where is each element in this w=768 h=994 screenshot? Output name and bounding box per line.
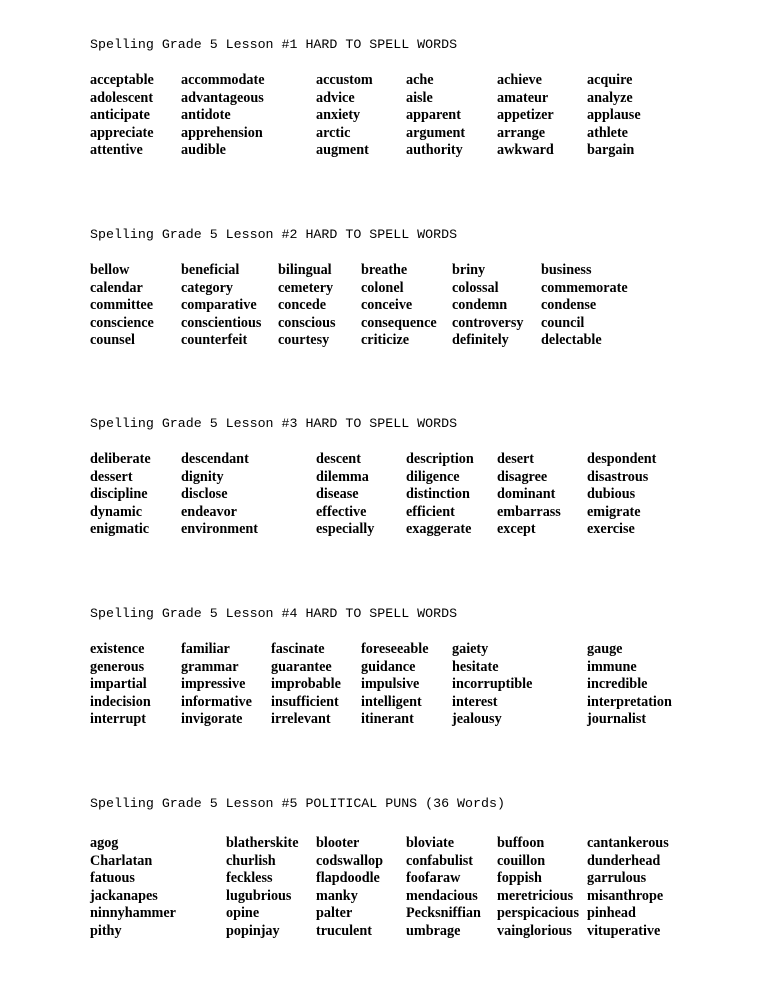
spelling-word: foppish: [497, 870, 542, 887]
spelling-word: immune: [587, 658, 637, 675]
word-column: [181, 72, 265, 160]
spelling-word: achieve: [497, 72, 542, 88]
spelling-word: blooter: [316, 835, 360, 851]
word-column: [406, 451, 474, 539]
spelling-word: Pecksniffian: [406, 905, 481, 922]
spelling-word: anticipate: [90, 107, 150, 124]
spelling-word: disagree: [497, 468, 548, 485]
word-column: [271, 641, 341, 729]
spelling-word: disease: [316, 486, 359, 503]
lesson-title: Spelling Grade 5 Lesson #3 HARD TO SPELL WORDS: [90, 416, 458, 431]
spelling-word: impulsive: [361, 676, 420, 693]
spelling-word: familiar: [181, 641, 230, 657]
word-column: [541, 262, 628, 350]
spelling-word: desert: [497, 451, 535, 467]
word-column: [316, 835, 383, 941]
spelling-word: garrulous: [587, 870, 647, 887]
spelling-word: agog: [90, 835, 119, 851]
spelling-word: exercise: [587, 521, 635, 538]
spelling-word: vainglorious: [497, 922, 572, 939]
spelling-word: indecision: [90, 693, 151, 710]
spelling-word: deliberate: [90, 451, 151, 467]
spelling-word: perspicacious: [497, 905, 579, 922]
spelling-word: environment: [181, 521, 258, 538]
spelling-word: colonel: [361, 279, 404, 296]
word-column: [90, 451, 151, 539]
lesson-title: Spelling Grade 5 Lesson #5 POLITICAL PUNS (36 Words): [90, 796, 505, 811]
spelling-word: jealousy: [452, 711, 502, 728]
spelling-word: analyze: [587, 89, 633, 106]
word-column: [406, 835, 481, 941]
spelling-word: diligence: [406, 468, 460, 485]
spelling-word: descent: [316, 451, 361, 467]
spelling-word: consequence: [361, 314, 437, 331]
spelling-word: insufficient: [271, 693, 339, 710]
spelling-word: awkward: [497, 142, 554, 159]
spelling-word: embarrass: [497, 503, 561, 520]
spelling-word: conscientious: [181, 314, 262, 331]
spelling-word: beneficial: [181, 262, 240, 278]
spelling-word: advice: [316, 89, 355, 106]
spelling-word: generous: [90, 658, 145, 675]
spelling-word: conscience: [90, 314, 154, 331]
spelling-word: interest: [452, 693, 498, 710]
spelling-word: category: [181, 279, 233, 296]
word-column: [181, 451, 258, 539]
spelling-word: committee: [90, 297, 154, 314]
spelling-word: bloviate: [406, 835, 455, 851]
word-column: [90, 72, 154, 160]
spelling-word: endeavor: [181, 503, 237, 520]
spelling-word: argument: [406, 124, 466, 141]
spelling-word: cantankerous: [587, 835, 669, 851]
spelling-word: antidote: [181, 107, 231, 124]
spelling-word: dunderhead: [587, 852, 661, 869]
spelling-word: fatuous: [90, 870, 135, 887]
spelling-word: popinjay: [226, 922, 280, 939]
spelling-word: conscious: [278, 314, 336, 331]
spelling-word: impartial: [90, 676, 147, 693]
word-column: [316, 72, 373, 160]
spelling-word: dignity: [181, 468, 224, 485]
spelling-word: audible: [181, 142, 226, 159]
word-column: [587, 641, 672, 729]
spelling-word: grammar: [181, 658, 239, 675]
spelling-word: flapdoodle: [316, 870, 380, 887]
spelling-word: authority: [406, 142, 463, 159]
spelling-word: foreseeable: [361, 641, 429, 657]
word-column: [361, 262, 437, 350]
spelling-word: itinerant: [361, 711, 414, 728]
word-column: [497, 451, 561, 539]
spelling-word: criticize: [361, 332, 410, 349]
spelling-word: opine: [226, 905, 260, 922]
spelling-word: guidance: [361, 658, 416, 675]
spelling-word: bilingual: [278, 262, 332, 278]
spelling-word: apparent: [406, 107, 461, 124]
spelling-word: journalist: [587, 711, 647, 728]
spelling-word: informative: [181, 693, 252, 710]
spelling-word: dessert: [90, 468, 133, 485]
spelling-word: lugubrious: [226, 887, 292, 904]
spelling-word: definitely: [452, 332, 509, 349]
spelling-word: except: [497, 521, 536, 538]
spelling-word: pinhead: [587, 905, 636, 922]
spelling-word: adolescent: [90, 89, 154, 106]
spelling-word: ninnyhammer: [90, 905, 176, 922]
spelling-word: interpretation: [587, 693, 672, 710]
spelling-word: discipline: [90, 486, 148, 503]
spelling-word: attentive: [90, 142, 143, 159]
word-column: [181, 262, 261, 350]
spelling-word: Charlatan: [90, 852, 153, 869]
spelling-word: apprehension: [181, 124, 263, 141]
spelling-word: disclose: [181, 486, 228, 503]
word-column: [226, 835, 299, 941]
word-column: [587, 451, 656, 539]
spelling-word: delectable: [541, 332, 602, 349]
spelling-word: buffoon: [497, 835, 545, 851]
spelling-word: counterfeit: [181, 332, 248, 349]
spelling-word: guarantee: [271, 658, 332, 675]
word-column: [587, 72, 641, 160]
spelling-word: ache: [406, 72, 434, 88]
spelling-word: dubious: [587, 486, 636, 503]
word-column: [90, 641, 151, 729]
spelling-word: courtesy: [278, 332, 330, 349]
spelling-word: aisle: [406, 89, 433, 106]
word-column: [497, 835, 579, 941]
spelling-word: confabulist: [406, 852, 474, 869]
spelling-word: comparative: [181, 297, 257, 314]
spelling-word: briny: [452, 262, 486, 278]
word-column: [90, 835, 176, 941]
spelling-word: acquire: [587, 72, 633, 88]
spelling-word: conceive: [361, 297, 413, 314]
spelling-word: manky: [316, 887, 358, 904]
spelling-word: especially: [316, 521, 375, 538]
spelling-word: arctic: [316, 124, 351, 141]
spelling-word: improbable: [271, 676, 341, 693]
spelling-word: advantageous: [181, 89, 264, 106]
spelling-word: concede: [278, 297, 327, 314]
spelling-word: arrange: [497, 124, 546, 141]
spelling-word: truculent: [316, 922, 372, 939]
spelling-word: acceptable: [90, 72, 154, 88]
spelling-word: appetizer: [497, 107, 554, 124]
spelling-word: cemetery: [278, 279, 334, 296]
spelling-word: foofaraw: [406, 870, 461, 887]
spelling-word: counsel: [90, 332, 135, 349]
spelling-word: enigmatic: [90, 521, 150, 538]
lesson-title: Spelling Grade 5 Lesson #1 HARD TO SPELL WORDS: [90, 37, 458, 52]
spelling-word: irrelevant: [271, 711, 331, 728]
spelling-word: council: [541, 314, 585, 331]
spelling-word: colossal: [452, 279, 499, 296]
spelling-word: commemorate: [541, 279, 628, 296]
spelling-word: fascinate: [271, 641, 325, 657]
spelling-word: palter: [316, 905, 353, 922]
spelling-word: effective: [316, 503, 367, 520]
spelling-word: disastrous: [587, 468, 649, 485]
word-column: [90, 262, 154, 350]
spelling-word: business: [541, 262, 592, 278]
spelling-word: churlish: [226, 852, 276, 869]
spelling-word: appreciate: [90, 124, 154, 141]
spelling-word: intelligent: [361, 693, 422, 710]
spelling-word: blatherskite: [226, 835, 299, 851]
spelling-word: umbrage: [406, 922, 461, 939]
lesson-title: Spelling Grade 5 Lesson #4 HARD TO SPELL WORDS: [90, 606, 458, 621]
spelling-word: condense: [541, 297, 597, 314]
spelling-word: vituperative: [587, 922, 661, 939]
word-column: [278, 262, 336, 350]
spelling-word: bellow: [90, 262, 130, 278]
spelling-word: gauge: [587, 641, 623, 657]
word-column: [497, 72, 554, 160]
spelling-word: anxiety: [316, 107, 361, 124]
spelling-word: amateur: [497, 89, 549, 106]
spelling-word: exaggerate: [406, 521, 472, 538]
spelling-word: codswallop: [316, 852, 384, 869]
spelling-word: existence: [90, 641, 145, 657]
spelling-word: despondent: [587, 451, 657, 467]
spelling-word: hesitate: [452, 658, 499, 675]
spelling-word: incorruptible: [452, 676, 533, 693]
spelling-word: meretricious: [497, 887, 574, 904]
spelling-word: bargain: [587, 142, 635, 159]
spelling-word: impressive: [181, 676, 246, 693]
word-column: [361, 641, 429, 729]
spelling-word: breathe: [361, 262, 408, 278]
spelling-word: efficient: [406, 503, 455, 520]
spelling-word: accustom: [316, 72, 373, 88]
spelling-word: mendacious: [406, 887, 478, 904]
word-column: [452, 641, 532, 729]
spelling-word: pithy: [90, 922, 122, 939]
spelling-word: augment: [316, 142, 369, 159]
word-column: [316, 451, 374, 539]
spelling-word: accommodate: [181, 72, 265, 88]
spelling-word: dilemma: [316, 468, 369, 485]
spelling-word: condemn: [452, 297, 508, 314]
spelling-word: description: [406, 451, 474, 467]
spelling-word: calendar: [90, 279, 143, 296]
spelling-word: descendant: [181, 451, 249, 467]
spelling-word: incredible: [587, 676, 648, 693]
word-column: [406, 72, 465, 160]
word-column: [587, 835, 669, 941]
spelling-word: distinction: [406, 486, 470, 503]
spelling-word: jackanapes: [90, 887, 158, 904]
spelling-word: athlete: [587, 124, 628, 141]
word-column: [181, 641, 252, 729]
spelling-word: emigrate: [587, 503, 641, 520]
spelling-word: feckless: [226, 870, 273, 887]
spelling-word: misanthrope: [587, 887, 664, 904]
spelling-word: controversy: [452, 314, 524, 331]
spelling-word: invigorate: [181, 711, 243, 728]
spelling-word: interrupt: [90, 711, 146, 728]
spelling-word: dynamic: [90, 503, 143, 520]
spelling-word: gaiety: [452, 641, 489, 657]
lesson-title: Spelling Grade 5 Lesson #2 HARD TO SPELL WORDS: [90, 227, 458, 242]
spelling-word: couillon: [497, 852, 546, 869]
word-column: [452, 262, 523, 350]
spelling-word: applause: [587, 107, 641, 124]
spelling-word: dominant: [497, 486, 556, 503]
